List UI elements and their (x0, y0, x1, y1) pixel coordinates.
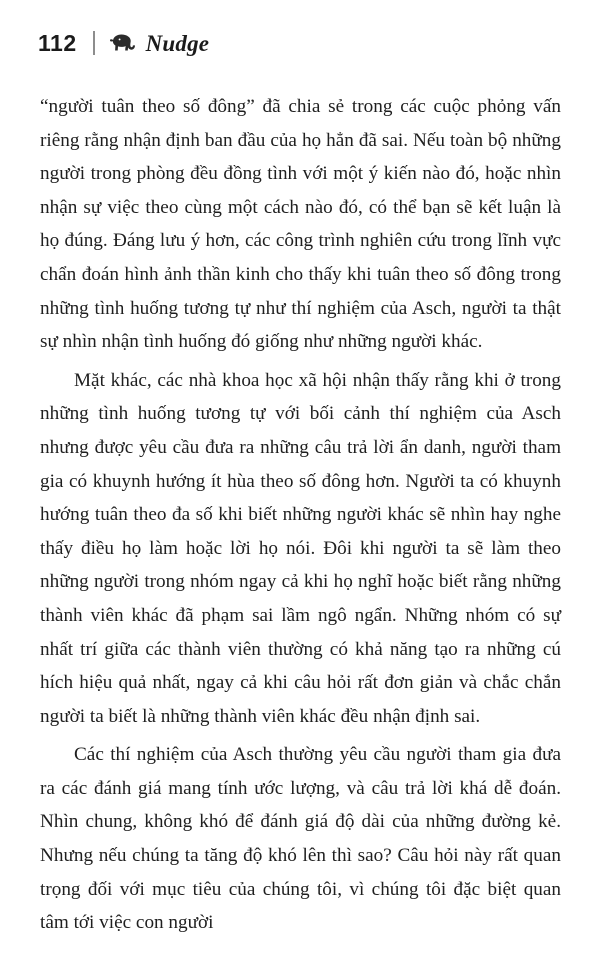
paragraph: “người tuân theo số đông” đã chia sẻ trong các cuộc phỏng vấn riêng rằng nhận định ban đầu của họ hẳn đã sai. Nếu toàn bộ những người trong phòng đều đồng tình với một ý kiến nào đó, hoặc nhìn nhận sự việc theo cùng một cách nào đó, có thể bạn sẽ kết luận là họ đúng. Đáng lưu ý hơn, các công trình nghiên cứu trong lĩnh vực chẩn đoán hình ảnh thần kinh cho thấy khi tuân theo số đông trong những tình huống tương tự như thí nghiệm của Asch, người ta thật sự nhìn nhận tình huống đó giống như những người khác. (40, 96, 561, 353)
elephant-icon (109, 33, 139, 53)
book-page (0, 26, 601, 962)
body-text-column (40, 90, 561, 940)
book-title: Nudge (145, 30, 210, 56)
paragraph: Các thí nghiệm của Asch thường yêu cầu người tham gia đưa ra các đánh giá mang tính ước lượng, và câu trả lời khá dễ đoán. Nhìn chung, không khó để đánh giá độ dài của những đường kẻ. Nhưng nếu chúng ta tăng độ khó lên thì sao? Câu hỏi này rất quan trọng đối với mục tiêu của chúng tôi, vì chúng tôi đặc biệt quan tâm tới việc con người (40, 744, 561, 934)
running-head (38, 26, 601, 60)
paragraph: Mặt khác, các nhà khoa học xã hội nhận thấy rằng khi ở trong những tình huống tương tự với bối cảnh thí nghiệm của Asch nhưng được yêu cầu đưa ra những câu trả lời ẩn danh, người tham gia có khuynh hướng ít hùa theo số đông hơn. Người ta có khuynh hướng tuân theo đa số khi biết những người khác sẽ nhìn hay nghe thấy điều họ làm hoặc lời họ nói. Đôi khi người ta sẽ làm theo những người trong nhóm ngay cả khi họ nghĩ hoặc biết rằng những thành viên khác đã phạm sai lầm ngô ngẩn. Những nhóm có sự nhất trí giữa các thành viên thường có khả năng tạo ra những cú hích hiệu quả nhất, ngay cả khi câu hỏi rất đơn giản và chắc chắn người ta biết là những thành viên khác đều nhận định sai. (40, 369, 561, 727)
vertical-divider (93, 31, 95, 55)
page-number: 112 (38, 29, 77, 56)
